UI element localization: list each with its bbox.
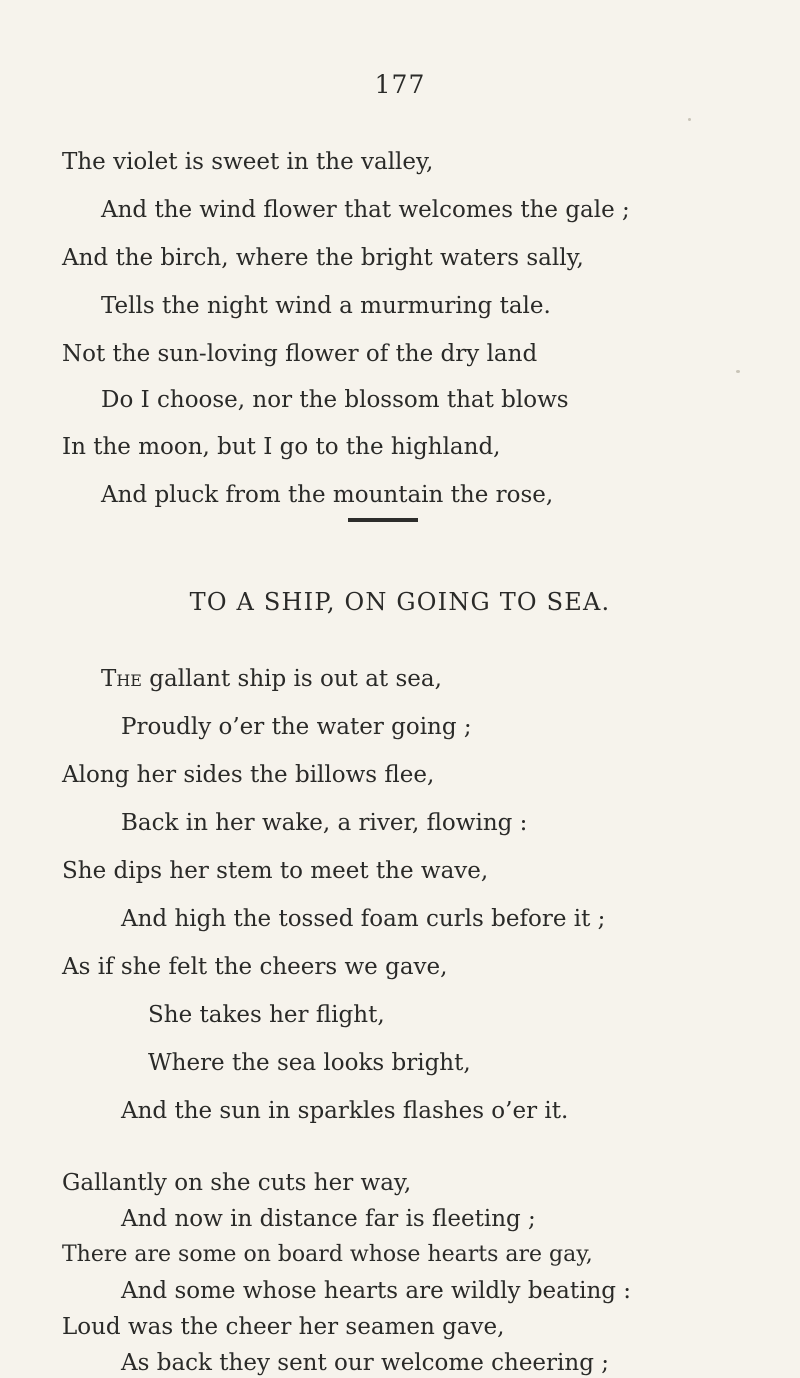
poem-line: Not the sun-loving flower of the dry land — [62, 341, 538, 367]
first-line-rest: gallant ship is out at sea, — [141, 666, 442, 692]
poem-line: And some whose hearts are wildly beating : — [121, 1278, 632, 1304]
poem-line: As back they sent our welcome cheering ; — [121, 1350, 609, 1376]
poem-line: And now in distance far is fleeting ; — [121, 1206, 536, 1232]
poem-line: And the sun in sparkles flashes o’er it. — [121, 1098, 569, 1124]
poem-line: Loud was the cheer her seamen gave, — [62, 1314, 505, 1340]
poem-line: In the moon, but I go to the highland, — [62, 434, 501, 460]
poem-line: Do I choose, nor the blossom that blows — [101, 387, 569, 413]
poem-line: Gallantly on she cuts her way, — [62, 1170, 412, 1196]
paper-speck — [688, 118, 691, 121]
poem-line: Proudly o’er the water going ; — [121, 714, 472, 740]
poem-line: The violet is sweet in the valley, — [62, 149, 434, 175]
section-divider — [348, 518, 418, 522]
page-number: 177 — [374, 70, 426, 99]
poem-line: And the wind flower that welcomes the gale ; — [101, 197, 630, 223]
poem-title: TO A SHIP, ON GOING TO SEA. — [189, 588, 611, 616]
poem-line: Tells the night wind a murmuring tale. — [101, 293, 551, 319]
poem-line: Where the sea looks bright, — [148, 1050, 471, 1076]
poem-line — [101, 664, 442, 694]
poem-line: There are some on board whose hearts are gay, — [62, 1242, 593, 1267]
poem-line: Back in her wake, a river, flowing : — [121, 810, 528, 836]
poem-line: She takes her flight, — [148, 1002, 385, 1028]
poem-line: And pluck from the mountain the rose, — [101, 482, 554, 508]
first-word: The — [101, 666, 142, 692]
poem-line: As if she felt the cheers we gave, — [62, 954, 448, 980]
poem-line: And high the tossed foam curls before it ; — [121, 906, 606, 932]
paper-speck — [736, 370, 740, 373]
poem-line: Along her sides the billows flee, — [62, 762, 435, 788]
poem-line: And the birch, where the bright waters sally, — [62, 245, 584, 271]
poem-line: She dips her stem to meet the wave, — [62, 858, 489, 884]
